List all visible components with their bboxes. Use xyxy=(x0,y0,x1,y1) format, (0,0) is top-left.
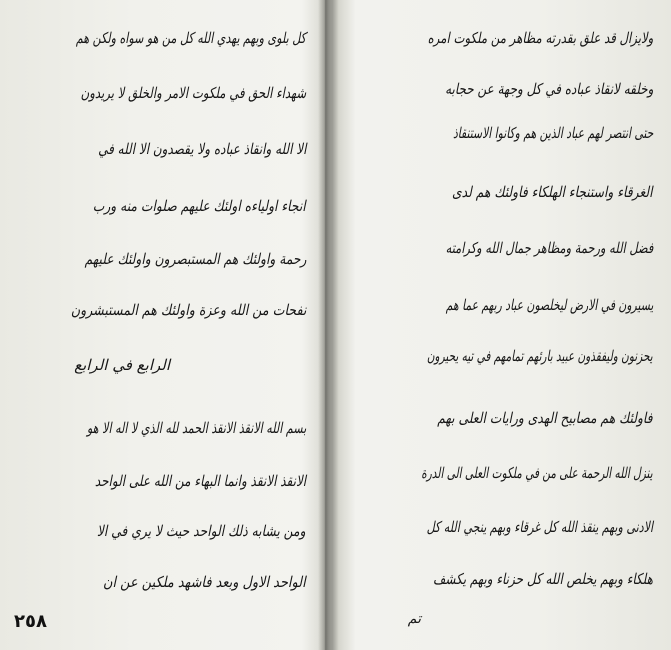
left-line-8: بسم الله الانقذ الانقذ الحمد لله الذي لا اله الا هو xyxy=(86,419,306,437)
left-line-10: ومن يشابه ذلك الواحد حيث لا يري في الا xyxy=(97,522,306,540)
left-line-6: نفحات من الله وعزة واولئك هم المستبشرون xyxy=(70,301,306,319)
left-line-11: الواحد الاول وبعد فاشهد ملكين عن ان xyxy=(103,573,306,591)
left-line-3: الا الله وانقاذ عباده ولا يقصدون الا الله في xyxy=(97,140,306,158)
book-gutter xyxy=(318,0,332,650)
right-line-7: يحزنون وليفقذون عبيد بارئهم تمامهم في تيه يحيرون xyxy=(427,347,653,365)
right-line-3: حتى انتصر لهم عباد الذين هم وكانوا الاستنقاذ xyxy=(452,124,653,142)
left-line-1: كل بلوى وبهم يهدي الله كل من هو سواه ولكن هم xyxy=(75,29,306,47)
right-line-10: الادنى وبهم ينقذ الله كل غرقاء وبهم ينجي الله كل xyxy=(426,518,653,536)
right-line-5: فضل الله ورحمة ومظاهر جمال الله وكرامته xyxy=(445,239,653,257)
right-line-11: هلكاء وبهم يخلص الله كل حزناء وبهم يكشف xyxy=(433,570,653,588)
section-heading: الرابع في الرابع xyxy=(74,356,170,374)
right-line-2: وخلقه لانقاذ عباده في كل وجهة عن حجابه xyxy=(444,80,653,98)
right-line-6: يسيرون في الارض ليخلصون عباد ربهم عما هم xyxy=(445,296,653,314)
left-line-9: الانقذ الانقذ وانما البهاء من الله على الواحد xyxy=(94,472,306,490)
left-line-2: شهداء الحق في ملكوت الامر والخلق لا يريدون xyxy=(80,84,306,102)
right-line-8: فاولئك هم مصابيح الهدى ورايات العلى بهم xyxy=(437,409,653,427)
right-line-1: ولايزال قد علق بقدرته مظاهر من ملكوت امره xyxy=(427,29,653,47)
right-line-9: ينزل الله الرحمة على من في ملكوت العلى الى الدرة xyxy=(421,464,653,482)
right-line-4: الغرقاء واستنجاء الهلكاء فاولئك هم لدى xyxy=(452,183,653,201)
left-line-4: انجاء اولياءه اولئك عليهم صلوات منه ورب xyxy=(93,197,306,215)
left-page xyxy=(0,0,320,650)
right-line-end: تم xyxy=(407,611,421,627)
page-number: ٢٥٨ xyxy=(14,611,47,632)
left-line-5: رحمة واولئك هم المستبصرون واولئك عليهم xyxy=(84,250,306,268)
right-page xyxy=(332,0,671,650)
